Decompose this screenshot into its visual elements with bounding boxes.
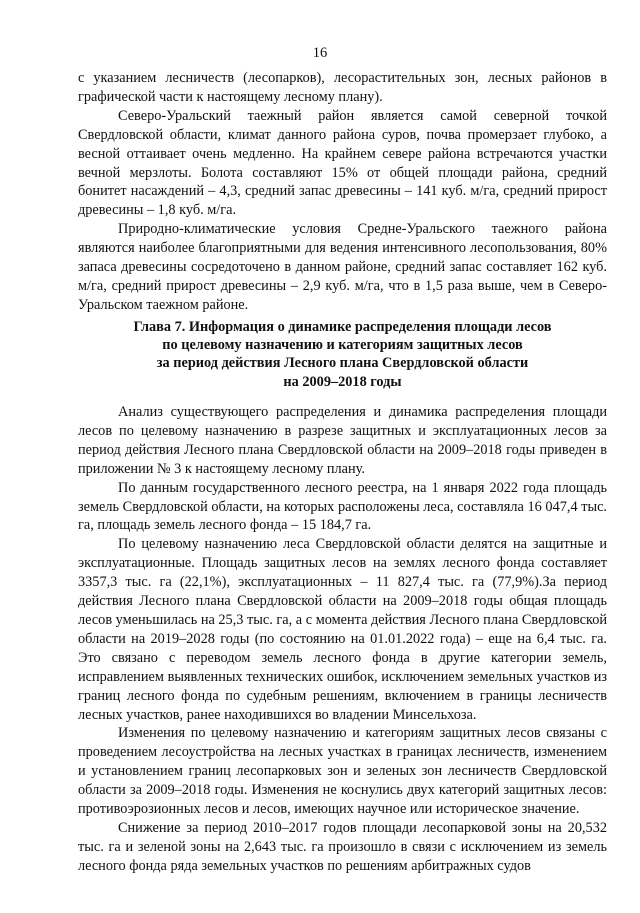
paragraph: Природно-климатические условия Средне-Уральского таежного района являются наиболее благоприятными для ведения интенсивного лесопользования, 80% запаса древесины сосредоточено в данном районе, средний запас составляет 162 куб. м/га, средний прирост древесины – 2,9 куб. м/га, что в 1,5 раза выше, чем в Северо-Уральском таежном районе. bbox=[78, 221, 607, 313]
paragraph: По целевому назначению леса Свердловской области делятся на защитные и эксплуатационные. Площадь защитных лесов на землях лесного фонда составляет 3357,3 тыс. га (22,1%), эксплуатационных – 11 827,4 тыс. га (77,9%).За период действия Лесного плана Свердловской области на 2009–2018 годы общая площадь лесов уменьшилась на 25,3 тыс. га, а с момента действия Лесного плана Свердловской области на 2019–2028 годы (по состоянию на 01.01.2022 года) – еще на 6,4 тыс. га. Это связано с переводом земель лесного фонда в другие категории земель, исправлением выявленных технических ошибок, исключением земельных участков из границ лесного фонда по судебным решениям, включением в границы лесничеств лесных участков, ранее находившихся во владении Минсельхоза. bbox=[78, 536, 607, 723]
paragraph: По данным государственного лесного реестра, на 1 января 2022 года площадь земель Свердловской области, на которых расположены леса, составляла 16 047,4 тыс. га, площадь земель лесного фонда – 15 184,7 га. bbox=[78, 479, 607, 534]
chapter-heading-line: Глава 7. Информация о динамике распределения площади лесов bbox=[133, 319, 552, 335]
chapter-heading-line: по целевому назначению и категориям защитных лесов bbox=[162, 337, 523, 354]
chapter-heading-line: за период действия Лесного плана Свердловской области bbox=[156, 355, 529, 372]
body-text-top bbox=[78, 69, 607, 315]
paragraph: Изменения по целевому назначению и категориям защитных лесов связаны с проведением лесоустройства на лесных участках в границах лесничеств, изменением и установлением границ лесопарковых зон и зеленых зон лесничеств Свердловской области за 2009–2018 годы. Изменения не коснулись двух категорий защитных лесов: противоэрозионных лесов и лесов, имеющих научное или историческое значение. bbox=[78, 725, 607, 818]
paragraph: Северо-Уральский таежный район является самой северной точкой Свердловской области, климат данного района суров, почва промерзает глубоко, а весной оттаивает очень медленно. На крайнем севере района встречаются участки вечной мерзлоты. Болота составляют 15% от общей площади района, средний бонитет насаждений – 4,3, средний запас древесины – 141 куб. м/га, средний прирост древесины – 1,8 куб. м/га. bbox=[78, 107, 607, 219]
paragraph: с указанием лесничеств (лесопарков), лесорастительных зон, лесных районов в графической части к настоящему лесному плану). bbox=[78, 70, 607, 105]
paragraph: Снижение за период 2010–2017 годов площади лесопарковой зоны на 20,532 тыс. га и зеленой зоны на 2,643 тыс. га произошло в связи с исключением из земель лесного фонда ряда земельных участков по решениям арбитражных судов bbox=[78, 819, 607, 874]
chapter-heading bbox=[78, 318, 607, 391]
body-text-bottom bbox=[78, 403, 607, 876]
page-number: 16 bbox=[312, 45, 328, 61]
paragraph: Анализ существующего распределения и динамика распределения площади лесов по целевому назначению в разрезе защитных и эксплуатационных лесов за период действия Лесного плана Свердловской области на 2009–2018 годы приведен в приложении № 3 к настоящему лесному плану. bbox=[78, 404, 607, 477]
chapter-heading-line: на 2009–2018 годы bbox=[283, 373, 402, 390]
